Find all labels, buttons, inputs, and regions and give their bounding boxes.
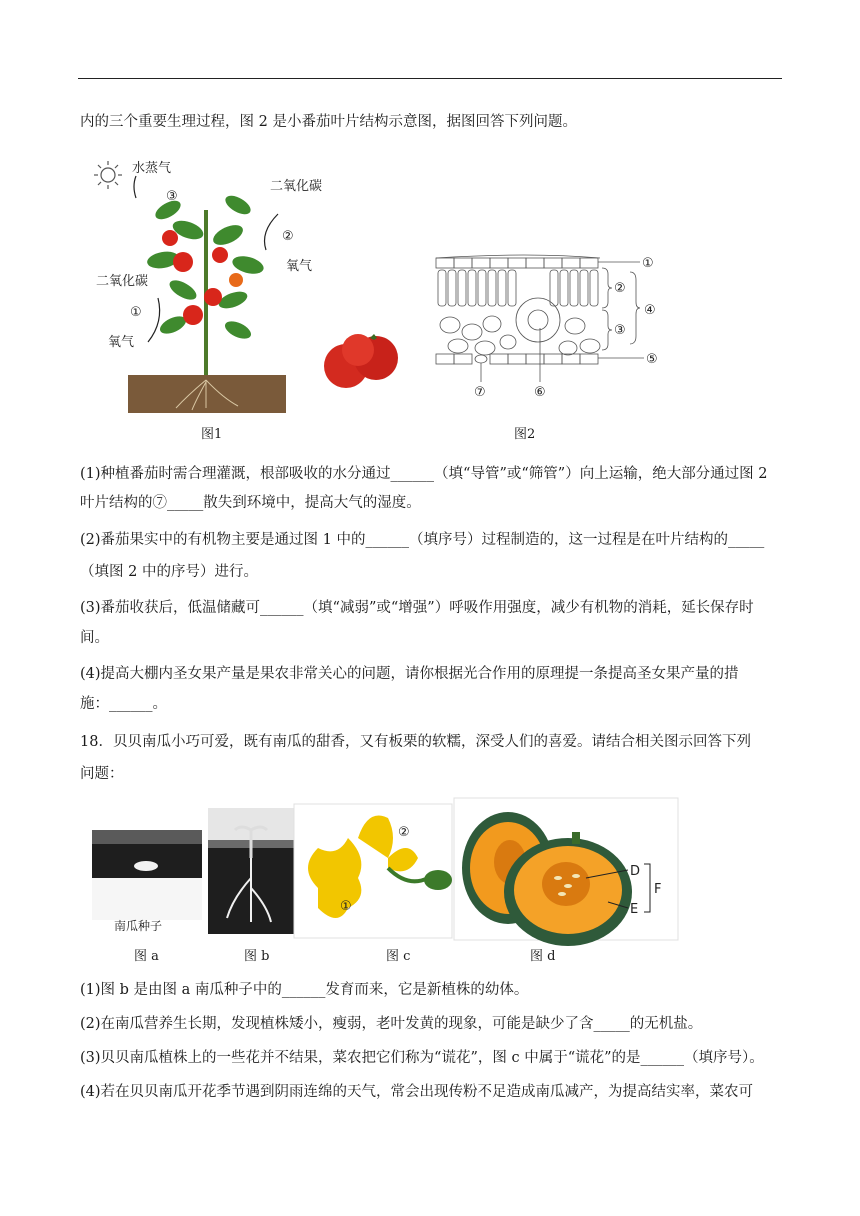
label-water-vapor: 水蒸气: [132, 161, 172, 176]
q17-1-line-a: (1)种植番茄时需合理灌溉，根部吸收的水分通过______（填“导管”或“筛管”）向上运输，绝大部分通过图 2: [80, 466, 768, 482]
sun-icon: [94, 161, 122, 189]
label-2: ②: [282, 229, 294, 244]
figure-a-seed: [92, 830, 202, 933]
intro-line: 内的三个重要生理过程，图 2 是小番茄叶片结构示意图，据图回答下列问题。: [80, 114, 577, 130]
label-co2-right: 二氧化碳: [270, 179, 323, 194]
leaf-label-2: ②: [614, 281, 626, 296]
figure-d-caption: 图 d: [530, 949, 556, 964]
arrow-co2-o2-left: [148, 298, 160, 342]
q18-4: (4)若在贝贝南瓜开花季节遇到阴雨连绵的天气，常会出现传粉不足造成南瓜减产，为提高结实率，菜农可: [80, 1084, 754, 1100]
q17-2-line-b: （填图 2 中的序号）进行。: [80, 564, 258, 580]
figure-d-pumpkin: [454, 798, 678, 946]
tomato-plant-illustration: [128, 192, 286, 413]
label-o2-right: 氧气: [286, 259, 313, 274]
figure-a-seed-label: 南瓜种子: [114, 919, 163, 933]
leaf-label-6: ⑥: [534, 385, 546, 400]
leaf-label-5: ⑤: [646, 352, 658, 367]
label-co2-left: 二氧化碳: [96, 274, 149, 289]
q18-intro-line-a: 18．贝贝南瓜小巧可爱，既有南瓜的甜香，又有板栗的软糯，深受人们的喜爱。请结合相关图示回答下列: [80, 734, 751, 750]
q17-3-line-a: (3)番茄收获后，低温储藏可______（填“减弱”或“增强”）呼吸作用强度，减少有机物的消耗，延长保存时: [80, 600, 754, 616]
q18-3: (3)贝贝南瓜植株上的一些花并不结果，菜农把它们称为“谎花”，图 c 中属于“谎花”的是______（填序号）。: [80, 1050, 764, 1066]
figure-pumpkin-row: [88, 798, 680, 963]
q17-2-line-a: (2)番茄果实中的有机物主要是通过图 1 中的______（填序号）过程制造的，这一过程是在叶片结构的_____: [80, 532, 765, 548]
header-rule: [78, 78, 782, 79]
figure-b-seedling: [208, 808, 294, 934]
leaf-label-7: ⑦: [474, 385, 486, 400]
label-o2-left: 氧气: [108, 335, 135, 350]
figure-1-caption: 图1: [201, 427, 223, 442]
q18-1: (1)图 b 是由图 a 南瓜种子中的______发育而来，它是新植株的幼体。: [80, 982, 529, 998]
pumpkin-label-F: F: [654, 882, 662, 897]
q17-3-line-b: 间。: [80, 630, 109, 646]
tomato-photo: [318, 328, 406, 390]
figure-c-flowers: [294, 804, 452, 938]
figure-a-caption: 图 a: [134, 949, 159, 964]
label-3: ③: [166, 189, 178, 204]
q17-4-line-a: (4)提高大棚内圣女果产量是果农非常关心的问题，请你根据光合作用的原理提一条提高圣女果产量的措: [80, 666, 739, 682]
flower-label-2: ②: [398, 825, 410, 840]
flower-label-1: ①: [340, 899, 352, 914]
arrow-water-vapor: [134, 176, 136, 198]
figure-2-leaf-structure: [430, 250, 670, 402]
q17-4-line-b: 施：______。: [80, 696, 167, 712]
pumpkin-label-E: E: [630, 902, 639, 917]
figure-b-caption: 图 b: [244, 949, 270, 964]
figure-2-caption: 图2: [514, 427, 536, 442]
leaf-label-1: ①: [642, 256, 654, 271]
label-1: ①: [130, 305, 142, 320]
arrow-co2-o2-right: [265, 214, 279, 250]
figure-1-tomato-plant: [88, 150, 323, 415]
leaf-label-4: ④: [644, 303, 656, 318]
q17-1-line-b: 叶片结构的⑦_____散失到环境中，提高大气的湿度。: [80, 495, 421, 511]
figure-c-caption: 图 c: [386, 949, 411, 964]
pumpkin-label-D: D: [630, 864, 641, 879]
q18-2: (2)在南瓜营养生长期，发现植株矮小，瘦弱，老叶发黄的现象，可能是缺少了含_____的无机盐。: [80, 1016, 703, 1032]
q18-intro-line-b: 问题：: [80, 766, 124, 782]
leaf-label-3: ③: [614, 323, 626, 338]
